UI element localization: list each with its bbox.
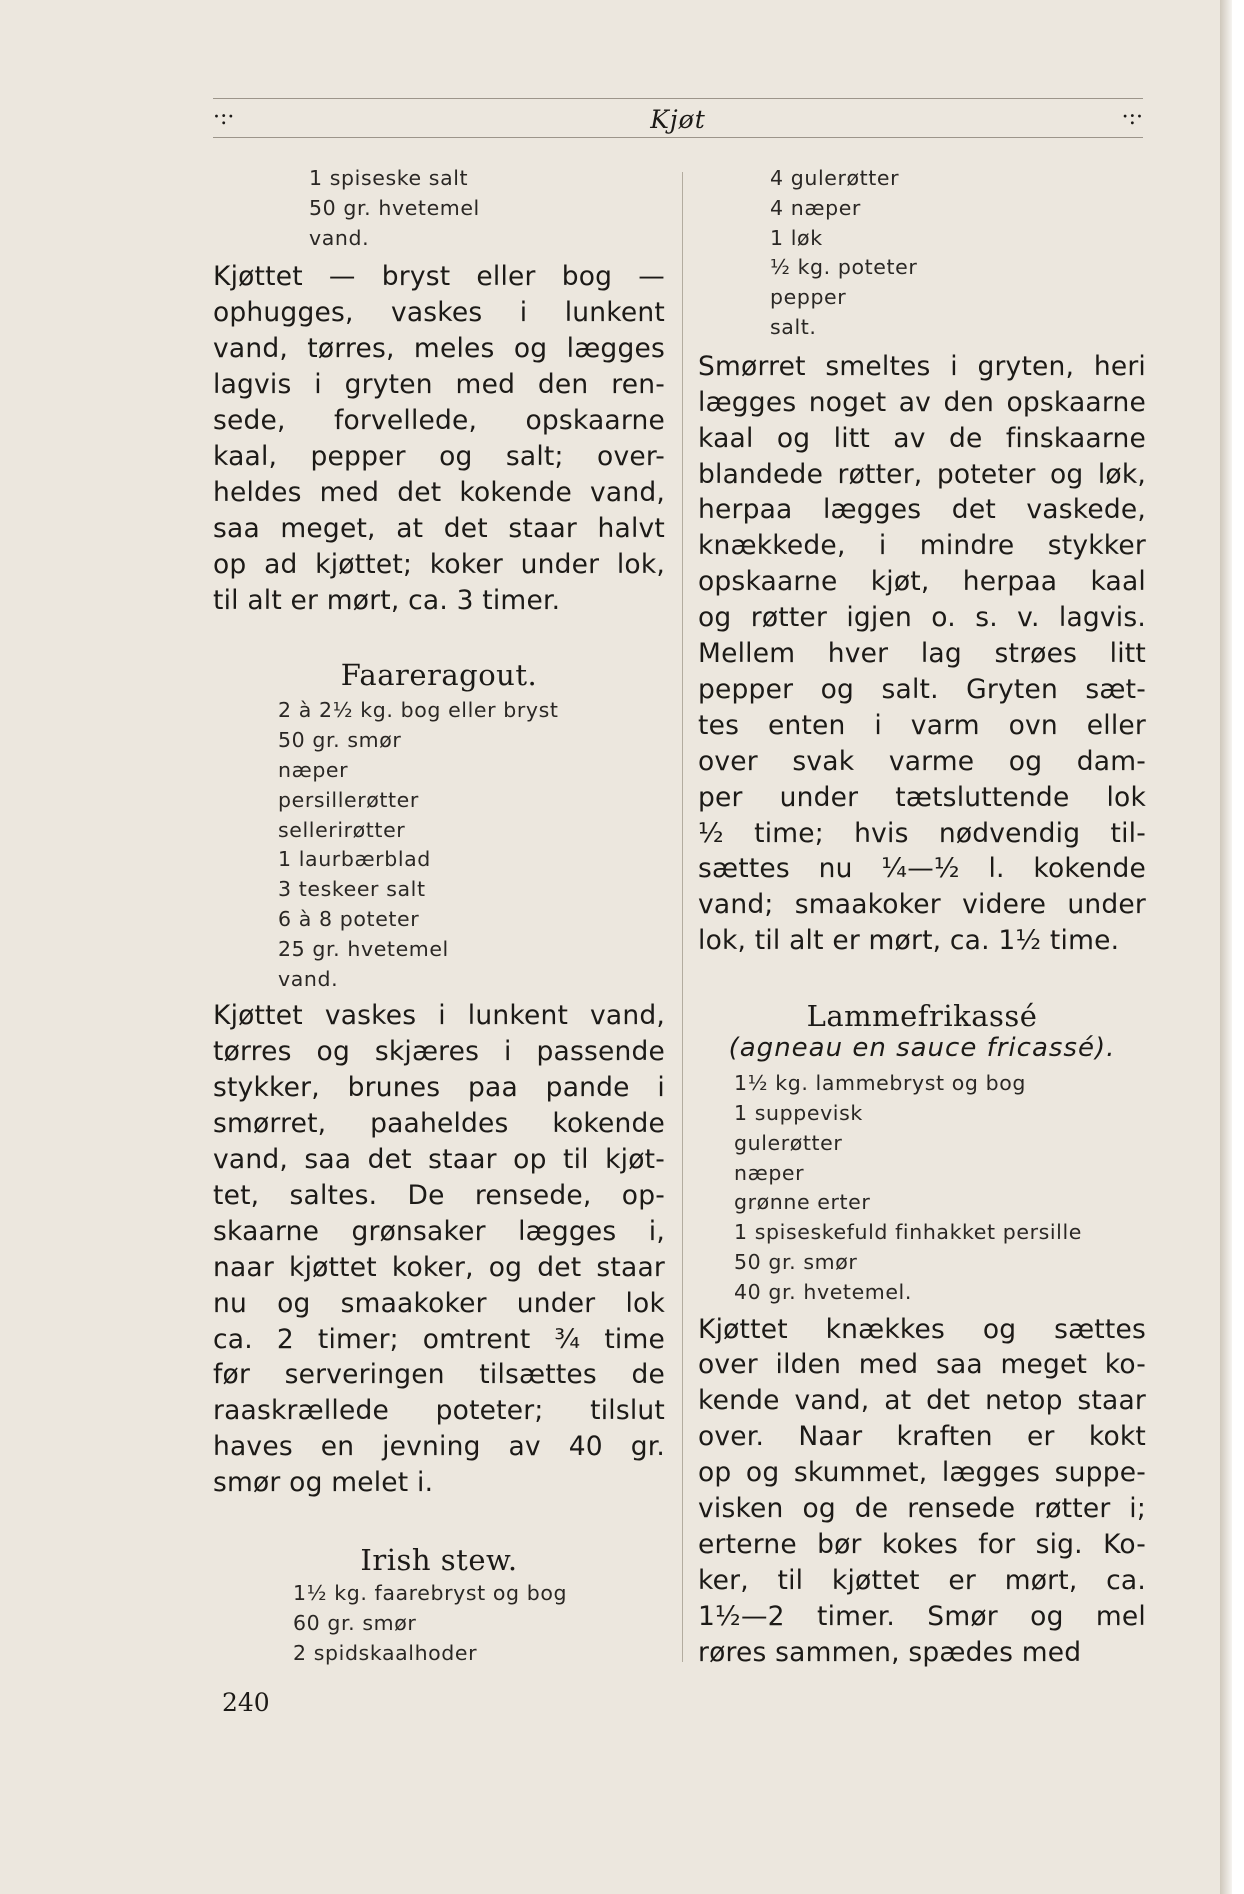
- paragraph-line: smørret, paaheldes kokende: [213, 1108, 665, 1140]
- ingredient-item: 3 teskeer salt: [278, 877, 426, 902]
- recipe-title: Lammefrikassé: [806, 999, 1038, 1034]
- paragraph-line: kaal og litt av de finskaarne: [698, 422, 1146, 454]
- ingredient-item: vand.: [278, 966, 339, 991]
- paragraph-line: før serveringen tilsættes de: [213, 1359, 665, 1391]
- ingredient-item: 1 løk: [770, 225, 823, 250]
- paragraph-line: tes enten i varm ovn eller: [698, 709, 1146, 741]
- page-edge: [1220, 0, 1232, 1894]
- paragraph-line: haves en jevning av 40 gr.: [213, 1431, 665, 1463]
- ingredient-item: 50 gr. smør: [734, 1249, 858, 1274]
- paragraph-line: tet, saltes. De rensede, op-: [213, 1179, 665, 1211]
- recipe-title: Irish stew.: [360, 1543, 518, 1578]
- column-divider: [682, 172, 683, 1662]
- ingredient-item: næper: [734, 1160, 805, 1185]
- paragraph-line: til alt er mørt, ca. 3 timer.: [213, 584, 561, 616]
- paragraph-line: blandede røtter, poteter og løk,: [698, 458, 1146, 490]
- recipe-paragraph: [698, 349, 1146, 959]
- ingredient-item: sellerirøtter: [278, 817, 406, 842]
- paragraph-line: knækkede, i mindre stykker: [698, 530, 1146, 562]
- ingredient-list: [770, 164, 1146, 343]
- right-column: [698, 164, 1146, 1671]
- paragraph-line: kende vand, at det netop staar: [698, 1385, 1146, 1417]
- ingredient-item: 1 spiseskefuld finhakket persille: [734, 1220, 1082, 1245]
- ingredient-item: 40 gr. hvetemel.: [734, 1279, 912, 1304]
- recipe-paragraph: [213, 998, 665, 1501]
- paragraph-line: ophugges, vaskes i lunkent: [213, 297, 665, 329]
- ingredient-item: 4 gulerøtter: [770, 166, 900, 190]
- ingredient-item: gulerøtter: [734, 1130, 843, 1155]
- ingredient-item: næper: [278, 758, 349, 783]
- ingredient-item: 4 næper: [770, 195, 861, 220]
- paragraph-line: ca. 2 timer; omtrent ¾ time: [213, 1323, 665, 1355]
- ingredient-list: [293, 1579, 665, 1668]
- ingredient-item: ½ kg. poteter: [770, 255, 918, 280]
- paragraph-line: tørres og skjæres i passende: [213, 1036, 665, 1068]
- paragraph-line: per under tætsluttende lok: [698, 781, 1146, 813]
- ingredient-item: pepper: [770, 285, 847, 310]
- ingredient-item: vand.: [309, 225, 370, 250]
- paragraph-line: naar kjøttet koker, og det staar: [213, 1251, 665, 1283]
- ingredient-list: [278, 696, 665, 994]
- paragraph-line: lægges noget av den opskaarne: [698, 386, 1146, 418]
- paragraph-line: over ilden med saa meget ko-: [698, 1349, 1146, 1381]
- paragraph-line: vand; smaakoker videre under: [698, 889, 1146, 921]
- paragraph-line: sættes nu ¼—½ l. kokende: [698, 853, 1146, 885]
- paragraph-line: røres sammen, spædes med: [698, 1636, 1082, 1668]
- recipe-paragraph: [698, 1312, 1146, 1671]
- ingredient-list: [734, 1069, 1146, 1307]
- paragraph-line: raaskrællede poteter; tilslut: [213, 1395, 665, 1427]
- paragraph-line: nu og smaakoker under lok: [213, 1287, 665, 1319]
- ingredient-item: 6 à 8 poteter: [278, 907, 420, 932]
- paragraph-line: over. Naar kraften er kokt: [698, 1421, 1146, 1453]
- ornament-left-icon: ·:·: [213, 105, 235, 130]
- paragraph-line: smør og melet i.: [213, 1467, 434, 1499]
- running-header-title: Kjøt: [650, 105, 706, 134]
- paragraph-line: ker, til kjøttet er mørt, ca.: [698, 1564, 1146, 1596]
- ingredient-item: 60 gr. smør: [293, 1610, 417, 1635]
- ingredient-item: 2 à 2½ kg. bog eller bryst: [278, 698, 559, 723]
- recipe-paragraph: [213, 259, 665, 618]
- paragraph-line: lok, til alt er mørt, ca. 1½ time.: [698, 925, 1120, 957]
- paragraph-line: heldes med det kokende vand,: [213, 476, 665, 508]
- ingredient-item: 25 gr. hvetemel: [278, 936, 449, 961]
- paragraph-line: 1½—2 timer. Smør og mel: [698, 1600, 1146, 1632]
- paragraph-line: erterne bør kokes for sig. Ko-: [698, 1529, 1146, 1560]
- page-number: 240: [222, 1688, 270, 1717]
- left-column: [213, 164, 665, 1669]
- paragraph-line: saa meget, at det staar halvt: [213, 512, 665, 544]
- paragraph-line: kaal, pepper og salt; over-: [213, 440, 665, 472]
- paragraph-line: vand, saa det staar op til kjøt-: [213, 1144, 665, 1176]
- running-header: [213, 98, 1143, 138]
- ingredient-item: salt.: [770, 314, 817, 339]
- ingredient-item: 50 gr. smør: [278, 728, 402, 753]
- paragraph-line: pepper og salt. Gryten sæt-: [698, 673, 1146, 705]
- ingredient-item: 1 laurbærblad: [278, 847, 431, 872]
- paragraph-line: herpaa lægges det vaskede,: [698, 494, 1146, 526]
- paragraph-line: og røtter igjen o. s. v. lagvis.: [698, 602, 1146, 634]
- ingredient-item: grønne erter: [734, 1190, 871, 1215]
- ingredient-item: 1 suppevisk: [734, 1100, 863, 1125]
- paragraph-line: lagvis i gryten med den ren-: [213, 369, 665, 401]
- paragraph-line: sede, forvellede, opskaarne: [213, 405, 665, 437]
- paragraph-line: stykker, brunes paa pande i: [213, 1072, 665, 1104]
- paragraph-line: Smørret smeltes i gryten, heri: [698, 350, 1146, 382]
- paragraph-line: op og skummet, lægges suppe-: [698, 1457, 1146, 1489]
- paragraph-line: ½ time; hvis nødvendig til-: [698, 817, 1146, 849]
- paragraph-line: visken og de rensede røtter i;: [698, 1493, 1146, 1525]
- recipe-title: Faareragout.: [340, 658, 538, 693]
- paragraph-line: skaarne grønsaker lægges i,: [213, 1215, 665, 1247]
- paragraph-line: over svak varme og dam-: [698, 745, 1146, 777]
- ingredient-item: 2 spidskaalhoder: [293, 1640, 478, 1665]
- paragraph-line: op ad kjøttet; koker under lok,: [213, 548, 665, 580]
- paragraph-line: Kjøttet — bryst eller bog —: [213, 261, 665, 293]
- ingredient-item: persillerøtter: [278, 787, 419, 812]
- paragraph-line: Mellem hver lag strøes litt: [698, 638, 1146, 670]
- paragraph-line: Kjøttet knækkes og sættes: [698, 1313, 1146, 1345]
- ingredient-item: 1½ kg. faarebryst og bog: [293, 1581, 568, 1606]
- ingredient-item: 1½ kg. lammebryst og bog: [734, 1071, 1027, 1096]
- ingredient-item: 50 gr. hvetemel: [309, 195, 480, 220]
- recipe-subtitle: (agneau en sauce fricassé).: [728, 1033, 1116, 1064]
- paragraph-line: opskaarne kjøt, herpaa kaal: [698, 566, 1146, 598]
- paragraph-line: Kjøttet vaskes i lunkent vand,: [213, 1000, 665, 1032]
- ingredient-item: 1 spiseske salt: [309, 166, 469, 190]
- paragraph-line: vand, tørres, meles og lægges: [213, 333, 665, 365]
- ornament-right-icon: ·:·: [1121, 105, 1143, 130]
- ingredient-list: [309, 164, 665, 253]
